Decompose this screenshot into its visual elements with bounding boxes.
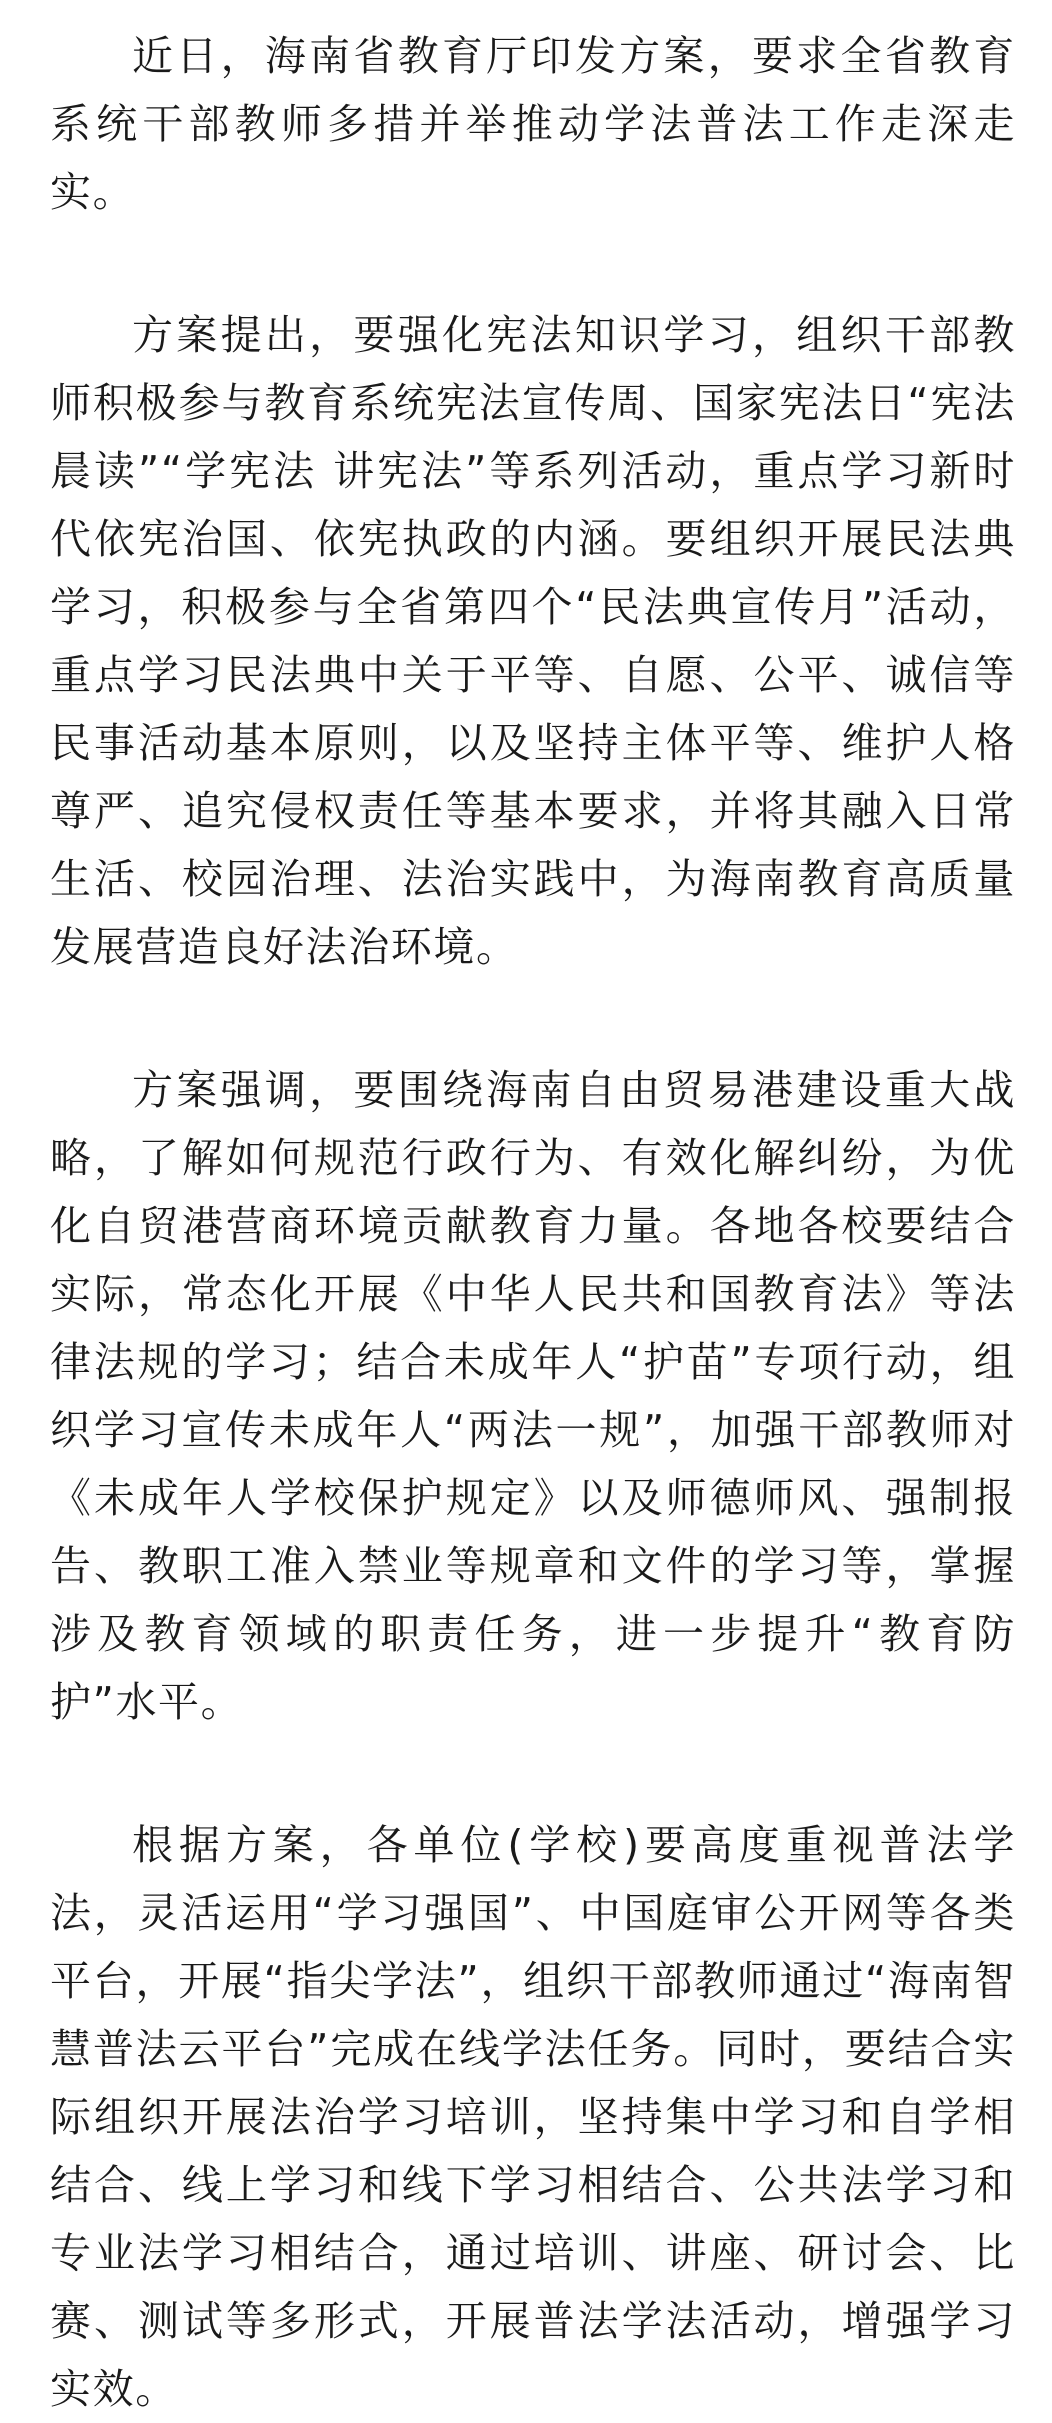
paragraph-intro: 近日，海南省教育厅印发方案，要求全省教育系统干部教师多措并举推动学法普法工作走深走实。 (50, 32, 1016, 216)
paragraph-free-trade-port: 方案强调，要围绕海南自由贸易港建设重大战略，了解如何规范行政行为、有效化解纠纷，为优化自贸港营商环境贡献教育力量。各地各校要结合实际，常态化开展《中华人民共和国教育法》等法律法规的学习；结合未成年人“护苗”专项行动，组织学习宣传未成年人“两法一规”，加强干部教师对《未成年人学校保护规定》以及师德师风、强制报告、教职工准入禁业等规章和文件的学习等，掌握涉及教育领域的职责任务，进一步提升“教育防护”水平。 (50, 1066, 1016, 1726)
paragraph-learning-platforms: 根据方案，各单位(学校)要高度重视普法学法，灵活运用“学习强国”、中国庭审公开网等各类平台，开展“指尖学法”，组织干部教师通过“海南智慧普法云平台”完成在线学法任务。同时，要结合实际组织开展法治学习培训，坚持集中学习和自学相结合、线上学习和线下学习相结合、公共法学习和专业法学习相结合，通过培训、讲座、研讨会、比赛、测试等多形式，开展普法学法活动，增强学习实效。 (50, 1821, 1016, 2413)
paragraph-constitution-civil-code: 方案提出，要强化宪法知识学习，组织干部教师积极参与教育系统宪法宣传周、国家宪法日“宪法晨读”“学宪法 讲宪法”等系列活动，重点学习新时代依宪治国、依宪执政的内涵。要组织开展民法典学习，积极参与全省第四个“民法典宣传月”活动，重点学习民法典中关于平等、自愿、公平、诚信等民事活动基本原则，以及坚持主体平等、维护人格尊严、追究侵权责任等基本要求，并将其融入日常生活、校园治理、法治实践中，为海南教育高质量发展营造良好法治环境。 (50, 311, 1016, 971)
